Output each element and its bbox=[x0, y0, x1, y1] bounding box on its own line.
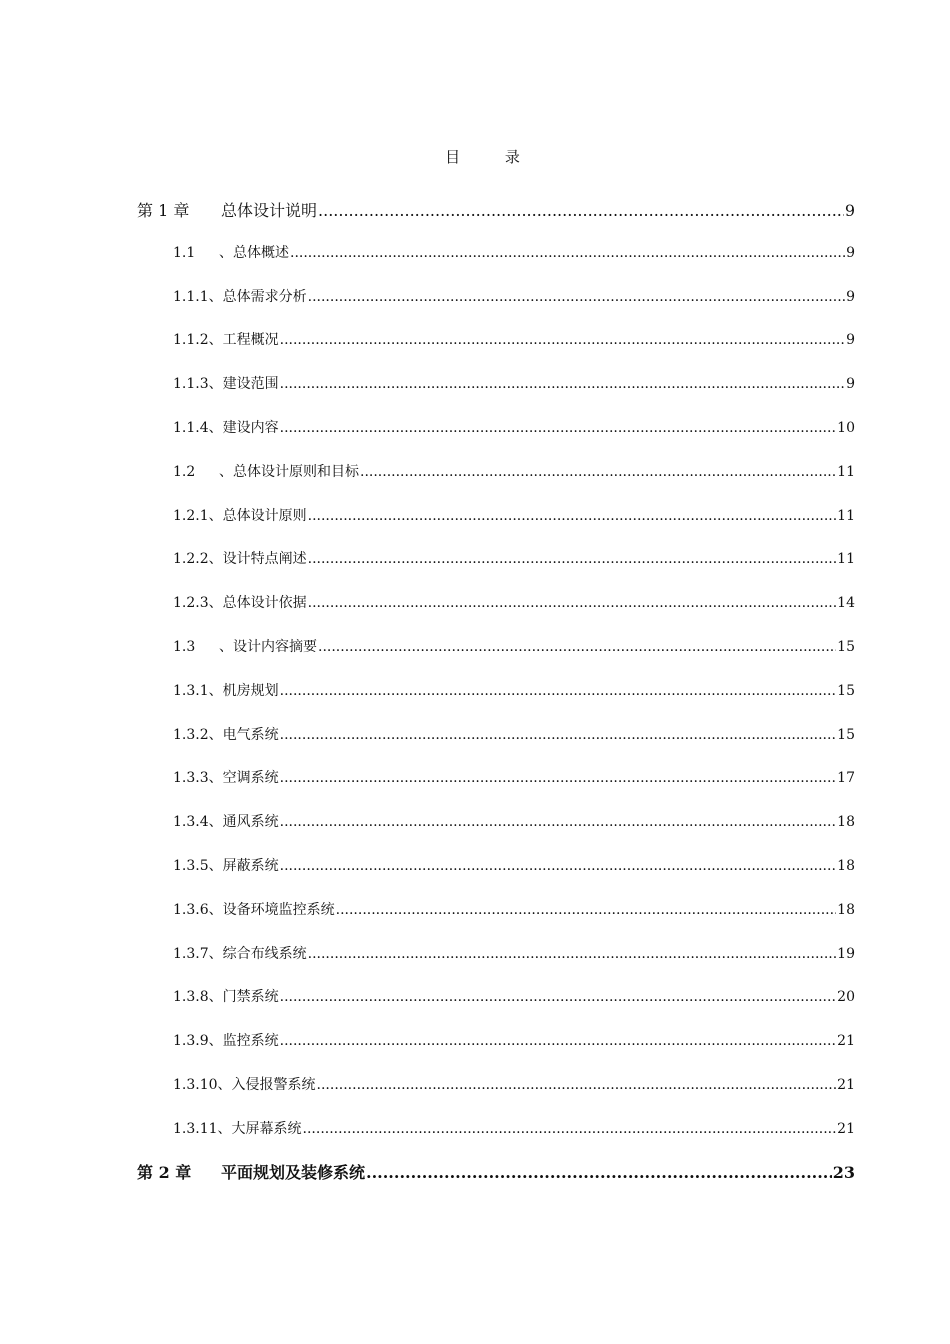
toc-leader-dots bbox=[290, 245, 845, 261]
toc-entry-title: 、空调系统 bbox=[208, 770, 279, 787]
toc-section-entry[interactable] bbox=[173, 680, 855, 700]
toc-leader-dots bbox=[308, 551, 837, 567]
toc-chapter-entry[interactable] bbox=[137, 1160, 855, 1183]
toc-leader-dots bbox=[280, 727, 837, 743]
toc-section-entry[interactable] bbox=[173, 986, 855, 1006]
toc-entry-page: 20 bbox=[837, 989, 855, 1006]
toc-section-entry[interactable] bbox=[173, 636, 855, 656]
toc-entry-page: 9 bbox=[846, 332, 855, 349]
toc-entry-title: 、工程概况 bbox=[208, 332, 279, 349]
toc-entry-number: 1.1.3 bbox=[173, 376, 209, 393]
toc-section-entry[interactable] bbox=[173, 592, 855, 612]
toc-entry-page: 18 bbox=[837, 901, 855, 918]
toc-entry-page: 18 bbox=[837, 814, 855, 831]
toc-entry-number: 1.3.7 bbox=[173, 945, 209, 962]
toc-section-entry[interactable] bbox=[173, 1074, 855, 1094]
toc-entry-page: 9 bbox=[846, 376, 855, 393]
toc-leader-dots bbox=[280, 420, 837, 436]
toc-entry-page: 15 bbox=[837, 726, 855, 743]
toc-entry-number: 1.3.2 bbox=[173, 726, 209, 743]
toc-leader-dots bbox=[280, 814, 837, 830]
toc-entry-page: 9 bbox=[846, 244, 855, 261]
toc-entry-title: 、监控系统 bbox=[208, 1033, 279, 1050]
toc-entry-page: 18 bbox=[837, 858, 855, 874]
toc-section-entry[interactable] bbox=[173, 286, 855, 306]
toc-entry-page: 15 bbox=[837, 682, 855, 699]
toc-entry-title: 、大屏幕系统 bbox=[217, 1120, 302, 1137]
toc-entry-number: 1.3.8 bbox=[173, 989, 209, 1006]
toc-entry-page: 23 bbox=[832, 1163, 855, 1182]
toc-entry-number: 1.3.10 bbox=[173, 1077, 218, 1093]
toc-leader-dots bbox=[303, 1121, 837, 1137]
toc-leader-dots bbox=[336, 902, 837, 918]
toc-entry-number: 1.2.1 bbox=[173, 507, 209, 524]
toc-leader-dots bbox=[280, 989, 837, 1005]
toc-entry-number: 1.3 bbox=[173, 639, 196, 655]
toc-leader-dots bbox=[280, 858, 837, 874]
toc-entry-page: 19 bbox=[837, 945, 855, 962]
toc-section-entry[interactable] bbox=[173, 373, 855, 393]
toc-leader-dots bbox=[308, 946, 837, 962]
toc-entry-page: 9 bbox=[844, 201, 855, 220]
toc-entry-title: 平面规划及装修系统 bbox=[221, 1163, 366, 1182]
toc-section-entry[interactable] bbox=[173, 1030, 855, 1050]
toc-section-entry[interactable] bbox=[173, 811, 855, 831]
toc-leader-dots bbox=[360, 464, 836, 480]
toc-entry-title: 、建设内容 bbox=[208, 420, 279, 436]
toc-entry-title: 、建设范围 bbox=[208, 376, 279, 393]
toc-entry-title: 、综合布线系统 bbox=[208, 945, 307, 962]
toc-leader-dots bbox=[280, 376, 845, 392]
toc-entry-title: 总体设计说明 bbox=[221, 201, 318, 220]
toc-entry-page: 11 bbox=[837, 507, 855, 524]
toc-leader-dots bbox=[280, 332, 845, 348]
toc-entry-page: 21 bbox=[837, 1120, 855, 1137]
toc-entry-title: 、总体设计依据 bbox=[208, 595, 307, 612]
toc-section-entry[interactable] bbox=[173, 461, 855, 481]
toc-chapter-entry[interactable] bbox=[137, 198, 855, 221]
toc-entry-number: 1.3.6 bbox=[173, 901, 209, 918]
toc-leader-dots bbox=[280, 683, 837, 699]
toc-section-entry[interactable] bbox=[173, 548, 855, 568]
toc-entry-title: 、设计内容摘要 bbox=[219, 639, 317, 655]
toc-section-entry[interactable] bbox=[173, 1118, 855, 1138]
toc-section-entry[interactable] bbox=[173, 724, 855, 744]
toc-leader-dots bbox=[308, 595, 837, 611]
toc-entry-title: 、通风系统 bbox=[208, 814, 279, 831]
toc-entry-title: 、屏蔽系统 bbox=[208, 858, 279, 874]
toc-entry-title: 、总体需求分析 bbox=[208, 288, 307, 305]
toc-section-entry[interactable] bbox=[173, 329, 855, 349]
toc-leader-dots bbox=[308, 508, 837, 524]
toc-entry-page: 14 bbox=[837, 595, 855, 612]
toc-leader-dots bbox=[280, 1033, 837, 1049]
toc-entry-title: 、设计特点阐述 bbox=[208, 551, 307, 568]
toc-section-entry[interactable] bbox=[173, 505, 855, 525]
toc-entry-page: 21 bbox=[837, 1033, 855, 1050]
toc-entry-number: 1.1.1 bbox=[173, 288, 209, 305]
toc-entry-page: 11 bbox=[837, 551, 855, 568]
toc-entry-page: 10 bbox=[837, 420, 855, 436]
toc-leader-dots bbox=[318, 201, 844, 220]
toc-entry-number: 1.2.2 bbox=[173, 551, 209, 568]
toc-entry-number: 1.1 bbox=[173, 244, 196, 261]
toc-entry-number: 1.1.2 bbox=[173, 332, 209, 349]
toc-entry-page: 17 bbox=[837, 770, 855, 787]
toc-leader-dots bbox=[308, 289, 845, 305]
toc-entry-number: 1.3.5 bbox=[173, 858, 209, 874]
toc-entry-page: 11 bbox=[837, 463, 855, 480]
toc-entry-number: 1.3.4 bbox=[173, 814, 209, 831]
toc-entry-number: 1.1.4 bbox=[173, 420, 209, 436]
toc-entry-title: 、总体概述 bbox=[219, 244, 289, 261]
toc-section-entry[interactable] bbox=[173, 855, 855, 875]
toc-entry-number: 1.2.3 bbox=[173, 595, 209, 612]
toc-entry-page: 21 bbox=[837, 1077, 855, 1093]
toc-section-entry[interactable] bbox=[173, 242, 855, 262]
toc-section-entry[interactable] bbox=[173, 899, 855, 919]
toc-entry-title: 、门禁系统 bbox=[208, 989, 279, 1006]
toc-entry-title: 、电气系统 bbox=[208, 726, 279, 743]
toc-title: 目 录 bbox=[445, 148, 540, 166]
toc-entry-title: 、总体设计原则和目标 bbox=[219, 463, 359, 480]
toc-entry-number: 1.3.3 bbox=[173, 770, 209, 787]
toc-entry-number: 1.3.9 bbox=[173, 1033, 209, 1050]
toc-leader-dots bbox=[280, 770, 837, 786]
toc-entry-number: 1.3.1 bbox=[173, 682, 209, 699]
toc-entry-page: 15 bbox=[837, 639, 855, 655]
toc-entry-title: 、入侵报警系统 bbox=[217, 1077, 316, 1093]
toc-entry-number: 第 1 章 bbox=[137, 201, 190, 220]
toc-entry-title: 、机房规划 bbox=[208, 682, 279, 699]
toc-leader-dots bbox=[317, 1077, 837, 1093]
toc-section-entry[interactable] bbox=[173, 417, 855, 437]
toc-entry-number: 第 2 章 bbox=[137, 1163, 192, 1182]
toc-leader-dots bbox=[366, 1163, 832, 1182]
toc-entry-title: 、设备环境监控系统 bbox=[208, 901, 335, 918]
toc-entry-page: 9 bbox=[846, 288, 855, 305]
toc-leader-dots bbox=[318, 639, 836, 655]
toc-section-entry[interactable] bbox=[173, 767, 855, 787]
toc-entry-number: 1.2 bbox=[173, 463, 196, 480]
toc-section-entry[interactable] bbox=[173, 943, 855, 963]
toc-entry-number: 1.3.11 bbox=[173, 1120, 218, 1137]
toc-entry-title: 、总体设计原则 bbox=[208, 507, 307, 524]
